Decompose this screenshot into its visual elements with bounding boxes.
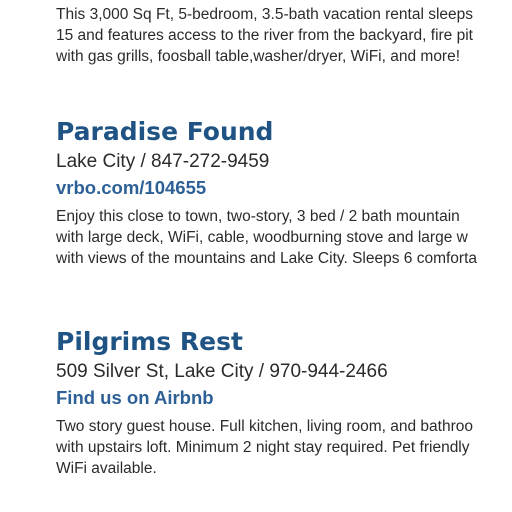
description-line: Enjoy this close to town, two-story, 3 bed / 2 bath mountain [56,208,460,225]
intro-description [56,4,473,67]
listing-title: Paradise Found [56,117,274,146]
listing-paradise-found [56,117,477,269]
listing-link[interactable]: Find us on Airbnb [56,387,214,408]
listing-description [56,416,473,479]
description-line: WiFi available. [56,460,157,477]
listing-link[interactable]: vrbo.com/104655 [56,177,207,198]
listing-contact: Lake City / 847-272-9459 [56,151,270,172]
description-line: with large deck, WiFi, cable, woodburning stove and large w [56,229,468,246]
listing-contact: 509 Silver St, Lake City / 970-944-2466 [56,361,388,382]
description-line: with upstairs loft. Minimum 2 night stay required. Pet friendly [56,439,470,456]
listing-title: Pilgrims Rest [56,327,243,356]
intro-line: This 3,000 Sq Ft, 5-bedroom, 3.5-bath vacation rental sleeps [56,6,474,23]
intro-line: with gas grills, foosball table,washer/dryer, WiFi, and more! [56,48,461,65]
listing-description [56,206,477,269]
intro-line: 15 and features access to the river from the backyard, fire pit [56,27,473,44]
listing-pilgrims-rest [56,327,473,479]
description-line: Two story guest house. Full kitchen, living room, and bathroo [56,418,473,435]
description-line: with views of the mountains and Lake City. Sleeps 6 comforta [56,250,478,267]
